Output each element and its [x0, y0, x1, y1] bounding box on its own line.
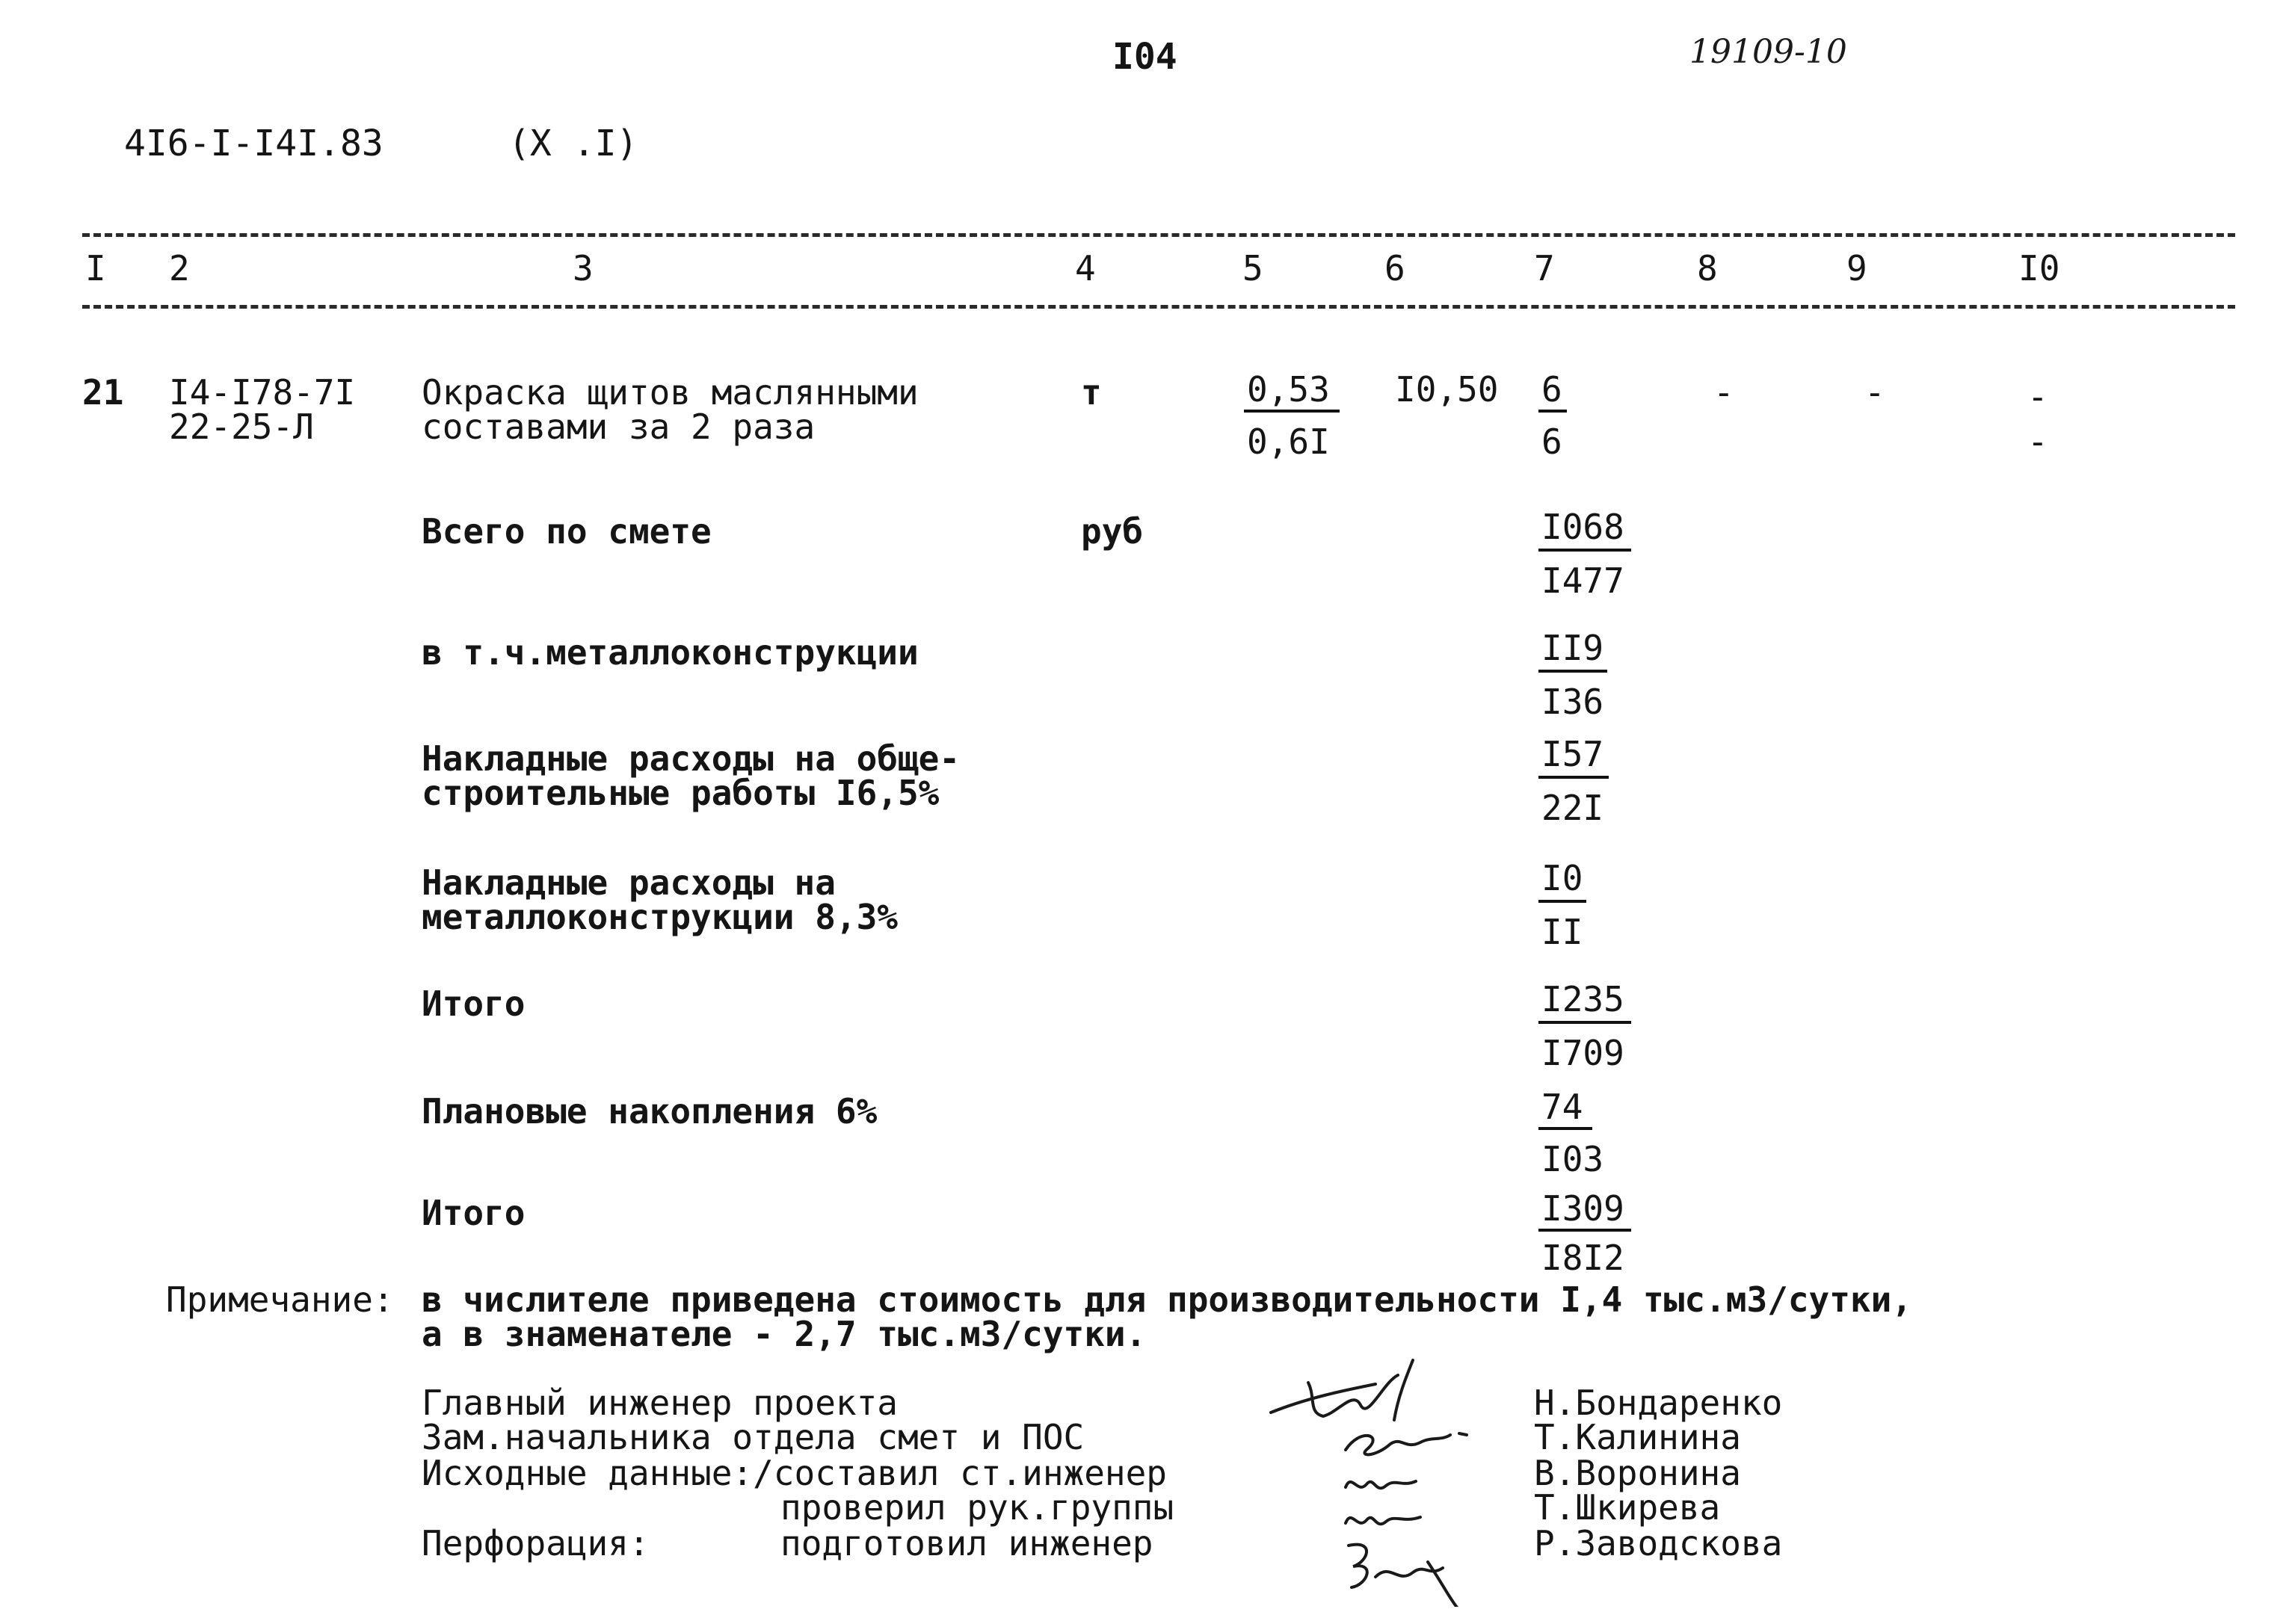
summary-fraction-bar: [1538, 1229, 1631, 1232]
summary-value-denominator: I03: [1541, 1139, 1604, 1179]
page-number: I04: [1112, 36, 1177, 78]
note-line1: в числителе приведена стоимость для производительности I,4 тыс.м3/сутки,: [422, 1279, 1912, 1320]
item-col9: -: [1864, 372, 1885, 413]
handwritten-doc-id: 19109-10: [1689, 33, 1847, 71]
col-header-2: 2: [169, 248, 190, 288]
summary-fraction-bar: [1538, 670, 1607, 673]
item-col10-denominator: -: [2027, 422, 2048, 462]
signature-name-1: Н.Бондаренко: [1534, 1383, 1783, 1423]
summary-value-numerator: I068: [1541, 507, 1624, 547]
signature-name-3: В.Воронина: [1534, 1453, 1741, 1493]
item-code-line2: 22-25-Л: [169, 407, 314, 447]
summary-value-denominator: 22I: [1541, 788, 1604, 828]
summary-value-numerator: I57: [1541, 734, 1604, 774]
col-header-3: 3: [573, 248, 594, 288]
doc-code: 4I6-I-I4I.83: [124, 123, 383, 164]
summary-unit-rub: руб: [1081, 511, 1144, 552]
header-top-rule: [82, 233, 2235, 237]
summary-label-total-estimate: Всего по смете: [422, 511, 712, 552]
item-unit-price: I0,50: [1395, 369, 1499, 410]
summary-value-numerator: I309: [1541, 1188, 1624, 1229]
signature-name-2: Т.Калинина: [1534, 1417, 1741, 1457]
signature-name-5: Р.Заводскова: [1534, 1523, 1783, 1563]
summary-label-overhead-metal-line2: металлоконструкции 8,3%: [422, 897, 898, 937]
summary-value-denominator: I8I2: [1541, 1238, 1624, 1278]
summary-value-denominator: I477: [1541, 561, 1624, 601]
item-col10-numerator: -: [2027, 377, 2048, 417]
summary-label-subtotal: Итого: [422, 984, 526, 1024]
item-qty-numerator: 0,53: [1247, 369, 1330, 410]
col-header-6: 6: [1384, 248, 1405, 288]
summary-label-overhead-general-line2: строительные работы I6,5%: [422, 773, 940, 813]
summary-value-denominator: II: [1541, 912, 1583, 952]
summary-value-numerator: I235: [1541, 979, 1624, 1019]
signature-role-3: Исходные данные:/составил ст.инженер: [422, 1453, 1167, 1493]
col-header-10: I0: [2018, 248, 2060, 288]
summary-fraction-bar: [1538, 776, 1609, 779]
signature-role-5-label: Перфорация:: [422, 1523, 650, 1563]
summary-label-grand-total: Итого: [422, 1193, 526, 1233]
handwritten-signatures: [1263, 1338, 1532, 1607]
col-header-7: 7: [1534, 248, 1555, 288]
signature-role-4: проверил рук.группы: [780, 1487, 1174, 1528]
signature-role-1: Главный инженер проекта: [422, 1383, 898, 1423]
summary-value-numerator: II9: [1541, 628, 1604, 668]
summary-value-numerator: I0: [1541, 858, 1583, 898]
summary-label-overhead-general-line1: Накладные расходы на обще-: [422, 738, 961, 779]
signature-role-2: Зам.начальника отдела смет и ПОС: [422, 1417, 1085, 1457]
item-desc-line1: Окраска щитов маслянными: [422, 372, 919, 413]
item-qty-fraction-bar: [1244, 410, 1340, 413]
signature-name-4: Т.Шкирева: [1534, 1487, 1721, 1528]
item-qty-denominator: 0,6I: [1247, 422, 1330, 462]
summary-fraction-bar: [1538, 900, 1586, 903]
item-code-line1: I4-I78-7I: [169, 372, 356, 413]
col-header-9: 9: [1846, 248, 1867, 288]
item-total-fraction-bar: [1538, 410, 1567, 413]
summary-fraction-bar: [1538, 1127, 1592, 1130]
header-bottom-rule: [82, 305, 2235, 309]
item-desc-line2: составами за 2 раза: [422, 407, 816, 447]
item-number: 21: [82, 372, 124, 413]
summary-value-denominator: I709: [1541, 1033, 1624, 1073]
item-col8: -: [1713, 372, 1734, 413]
item-total-denominator: 6: [1541, 422, 1562, 462]
signature-role-5: подготовил инженер: [780, 1523, 1153, 1563]
col-header-8: 8: [1697, 248, 1718, 288]
item-total-numerator: 6: [1541, 369, 1562, 410]
summary-label-metal-structures: в т.ч.металлоконструкции: [422, 632, 919, 673]
note-label: Примечание:: [166, 1279, 394, 1320]
summary-label-planned-savings: Плановые накопления 6%: [422, 1091, 878, 1131]
summary-label-overhead-metal-line1: Накладные расходы на: [422, 862, 836, 903]
summary-fraction-bar: [1538, 549, 1631, 552]
col-header-1: I: [85, 248, 106, 288]
item-unit: т: [1081, 372, 1102, 413]
summary-fraction-bar: [1538, 1021, 1631, 1024]
summary-value-numerator: 74: [1541, 1087, 1583, 1127]
col-header-5: 5: [1242, 248, 1263, 288]
section-code: (X .I): [508, 123, 638, 164]
note-line2: а в знаменателе - 2,7 тыс.м3/сутки.: [422, 1314, 1147, 1354]
col-header-4: 4: [1075, 248, 1096, 288]
summary-value-denominator: I36: [1541, 682, 1604, 722]
